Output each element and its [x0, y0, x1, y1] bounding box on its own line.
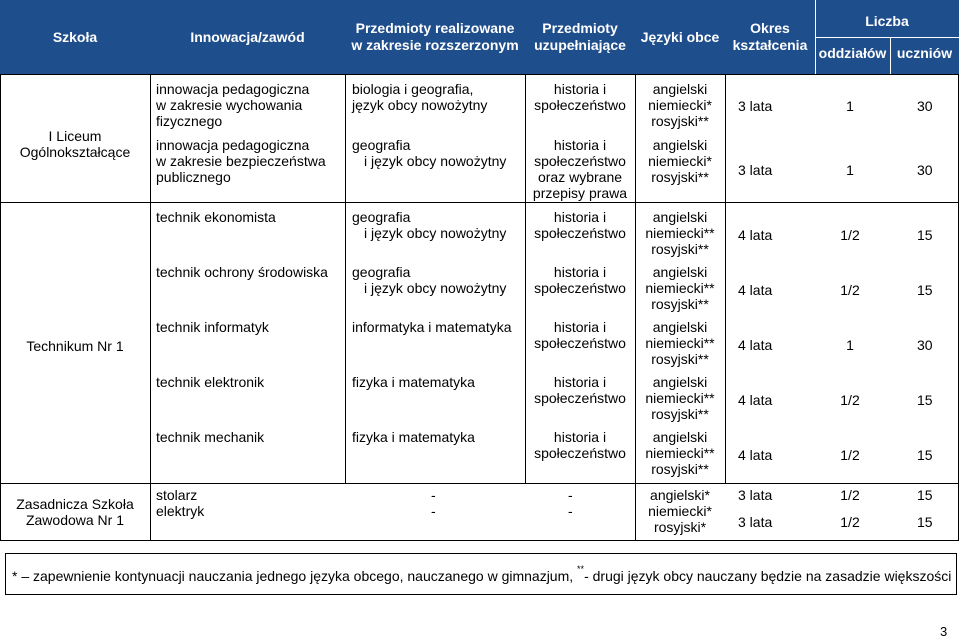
footnote-part1: – zapewnienie kontynuacji nauczania jednego języka obcego, nauczanego w gimnazjum,: [17, 568, 578, 584]
header-languages: Języki obce: [640, 28, 720, 45]
text-line: angielski: [652, 429, 708, 445]
header-period-line1: Okres: [750, 20, 790, 36]
text-line: niemiecki**: [645, 280, 715, 296]
text-line: w zakresie wychowania: [156, 97, 303, 113]
students-cell: 15: [917, 392, 933, 408]
school-zasadnicza: [0, 496, 150, 528]
header-extended-line1: Przedmioty realizowane: [355, 20, 515, 36]
supplementary-cell: [525, 319, 635, 351]
languages-cell: [635, 487, 725, 503]
extended-cell: -: [431, 503, 436, 519]
supplementary-cell: [525, 429, 635, 461]
period-cell: 4 lata: [738, 337, 773, 353]
languages-cell: [635, 209, 725, 257]
supplementary-cell: [525, 374, 635, 406]
classes-cell: 1/2: [840, 447, 860, 463]
text-line: niemiecki**: [645, 390, 715, 406]
innovation-cell: technik informatyk: [156, 319, 269, 335]
students-cell: 30: [917, 162, 933, 178]
text-line: geografia: [352, 209, 411, 225]
table-border: [150, 74, 151, 541]
text-line: historia i: [553, 374, 607, 390]
languages-cell: [635, 429, 725, 477]
text-line: historia i: [553, 137, 607, 153]
text-line: rosyjski*: [653, 519, 707, 535]
text-line: historia i: [553, 429, 607, 445]
text-line: rosyjski**: [651, 296, 709, 312]
extended-cell: [352, 81, 487, 113]
innovation-cell: [156, 137, 326, 185]
students-cell: 15: [917, 514, 933, 530]
table-border: [345, 74, 346, 483]
text-line: rosyjski**: [651, 351, 709, 367]
school-technikum: Technikum Nr 1: [26, 338, 124, 354]
text-line: angielski*: [650, 487, 710, 503]
text-line: niemiecki**: [645, 335, 715, 351]
period-cell: 4 lata: [738, 227, 773, 243]
extended-cell: [352, 209, 506, 241]
page-number: 3: [940, 624, 948, 639]
students-cell: 15: [917, 487, 933, 503]
classes-cell: 1: [846, 337, 854, 353]
period-cell: 3 lata: [738, 98, 773, 114]
header-students: uczniów: [896, 44, 953, 61]
text-line: niemiecki*: [648, 503, 712, 519]
text-line: społeczeństwo: [534, 97, 626, 113]
languages-cell: [635, 319, 725, 367]
languages-cell: [635, 503, 725, 535]
table-border: [725, 74, 726, 483]
text-line: innowacja pedagogiczna: [156, 137, 310, 153]
text-line: biologia i geografia,: [352, 81, 474, 97]
innovation-cell: elektryk: [156, 503, 205, 519]
students-cell: 30: [917, 98, 933, 114]
text-line: przepisy prawa: [532, 185, 628, 201]
innovation-cell: stolarz: [156, 487, 198, 503]
classes-cell: 1/2: [840, 282, 860, 298]
table-border: [0, 483, 959, 484]
text-line: rosyjski**: [651, 461, 709, 477]
header-separator: [816, 37, 959, 38]
footnote: [12, 564, 952, 584]
students-cell: 30: [917, 337, 933, 353]
extended-cell: fizyka i matematyka: [352, 429, 475, 445]
header-classes: oddziałów: [818, 44, 887, 61]
text-line: geografia: [352, 264, 411, 280]
period-cell: 3 lata: [738, 514, 773, 530]
period-cell: 3 lata: [738, 162, 773, 178]
extended-cell: informatyka i matematyka: [352, 319, 512, 335]
classes-cell: 1/2: [840, 392, 860, 408]
text-line: rosyjski**: [651, 113, 709, 129]
supplementary-cell: [525, 81, 635, 113]
text-line: geografia: [352, 137, 411, 153]
footnote-part2: - drugi język obcy nauczany będzie na zasadzie większości: [584, 568, 952, 584]
text-line: oraz wybrane: [537, 169, 623, 185]
period-cell: 4 lata: [738, 392, 773, 408]
school-liceum-line2: Ogólnokształcące: [19, 144, 131, 160]
text-line: angielski: [652, 137, 708, 153]
text-line: społeczeństwo: [534, 153, 626, 169]
innovation-cell: technik mechanik: [156, 429, 265, 445]
students-cell: 15: [917, 227, 933, 243]
classes-cell: 1: [846, 162, 854, 178]
text-line: niemiecki*: [648, 97, 712, 113]
text-line: fizycznego: [156, 113, 223, 129]
text-line: historia i: [553, 81, 607, 97]
text-line: w zakresie bezpieczeństwa: [156, 153, 326, 169]
text-line: społeczeństwo: [534, 390, 626, 406]
text-line: społeczeństwo: [534, 225, 626, 241]
innovation-cell: technik elektronik: [156, 374, 265, 390]
header-school: Szkoła: [52, 28, 98, 45]
extended-cell: [352, 264, 506, 296]
text-line: angielski: [652, 374, 708, 390]
text-line: rosyjski**: [651, 169, 709, 185]
students-cell: 15: [917, 447, 933, 463]
students-cell: 15: [917, 282, 933, 298]
table-border: [0, 74, 959, 75]
extended-cell: -: [431, 487, 436, 503]
text-line: społeczeństwo: [534, 445, 626, 461]
supplementary-cell: -: [568, 487, 573, 503]
header-extended: [345, 0, 525, 74]
school-liceum-line1: I Liceum: [48, 128, 102, 144]
header-period: [725, 0, 815, 74]
text-line: historia i: [553, 209, 607, 225]
text-line: historia i: [553, 264, 607, 280]
languages-cell: [635, 264, 725, 312]
header-extended-line2: w zakresie rozszerzonym: [351, 37, 519, 53]
classes-cell: 1/2: [840, 487, 860, 503]
header-supplementary-line1: Przedmioty: [542, 20, 618, 36]
text-line: historia i: [553, 319, 607, 335]
innovation-cell: [156, 81, 309, 129]
text-line: niemiecki**: [645, 445, 715, 461]
extended-cell: [352, 137, 506, 169]
text-line: i język obcy nowożytny: [364, 153, 507, 169]
school-liceum: [0, 128, 150, 160]
text-line: innowacja pedagogiczna: [156, 81, 310, 97]
classes-cell: 1/2: [840, 227, 860, 243]
innovation-cell: technik ochrony środowiska: [156, 264, 328, 280]
text-line: społeczeństwo: [534, 335, 626, 351]
extended-cell: fizyka i matematyka: [352, 374, 475, 390]
period-cell: 4 lata: [738, 282, 773, 298]
school-zasadnicza-line1: Zasadnicza Szkoła: [16, 496, 134, 512]
header-period-line2: kształcenia: [732, 37, 808, 53]
table-border: [0, 202, 959, 203]
header-count: Liczba: [865, 12, 909, 29]
supplementary-cell: [525, 264, 635, 296]
period-cell: 4 lata: [738, 447, 773, 463]
text-line: rosyjski**: [651, 406, 709, 422]
languages-cell: [635, 137, 725, 185]
text-line: niemiecki*: [648, 153, 712, 169]
table-border: [0, 540, 959, 541]
footnote-star2: **: [577, 564, 585, 574]
header-separator: [890, 38, 891, 74]
languages-cell: [635, 81, 725, 129]
text-line: angielski: [652, 81, 708, 97]
text-line: niemiecki**: [645, 225, 715, 241]
text-line: język obcy nowożytny: [352, 97, 488, 113]
text-line: społeczeństwo: [534, 280, 626, 296]
text-line: angielski: [652, 264, 708, 280]
supplementary-cell: [525, 137, 635, 201]
languages-cell: [635, 374, 725, 422]
header-innovation: Innowacja/zawód: [190, 28, 305, 45]
classes-cell: 1: [846, 98, 854, 114]
period-cell: 3 lata: [738, 487, 773, 503]
text-line: angielski: [652, 209, 708, 225]
header-supplementary: [525, 0, 635, 74]
footnote-star: *: [12, 568, 18, 584]
supplementary-cell: -: [568, 503, 573, 519]
classes-cell: 1/2: [840, 514, 860, 530]
text-line: i język obcy nowożytny: [364, 225, 507, 241]
text-line: angielski: [652, 319, 708, 335]
school-zasadnicza-line2: Zawodowa Nr 1: [25, 512, 125, 528]
text-line: publicznego: [156, 169, 231, 185]
text-line: i język obcy nowożytny: [364, 280, 507, 296]
text-line: rosyjski**: [651, 241, 709, 257]
header-supplementary-line2: uzupełniające: [534, 37, 626, 53]
supplementary-cell: [525, 209, 635, 241]
innovation-cell: technik ekonomista: [156, 209, 276, 225]
